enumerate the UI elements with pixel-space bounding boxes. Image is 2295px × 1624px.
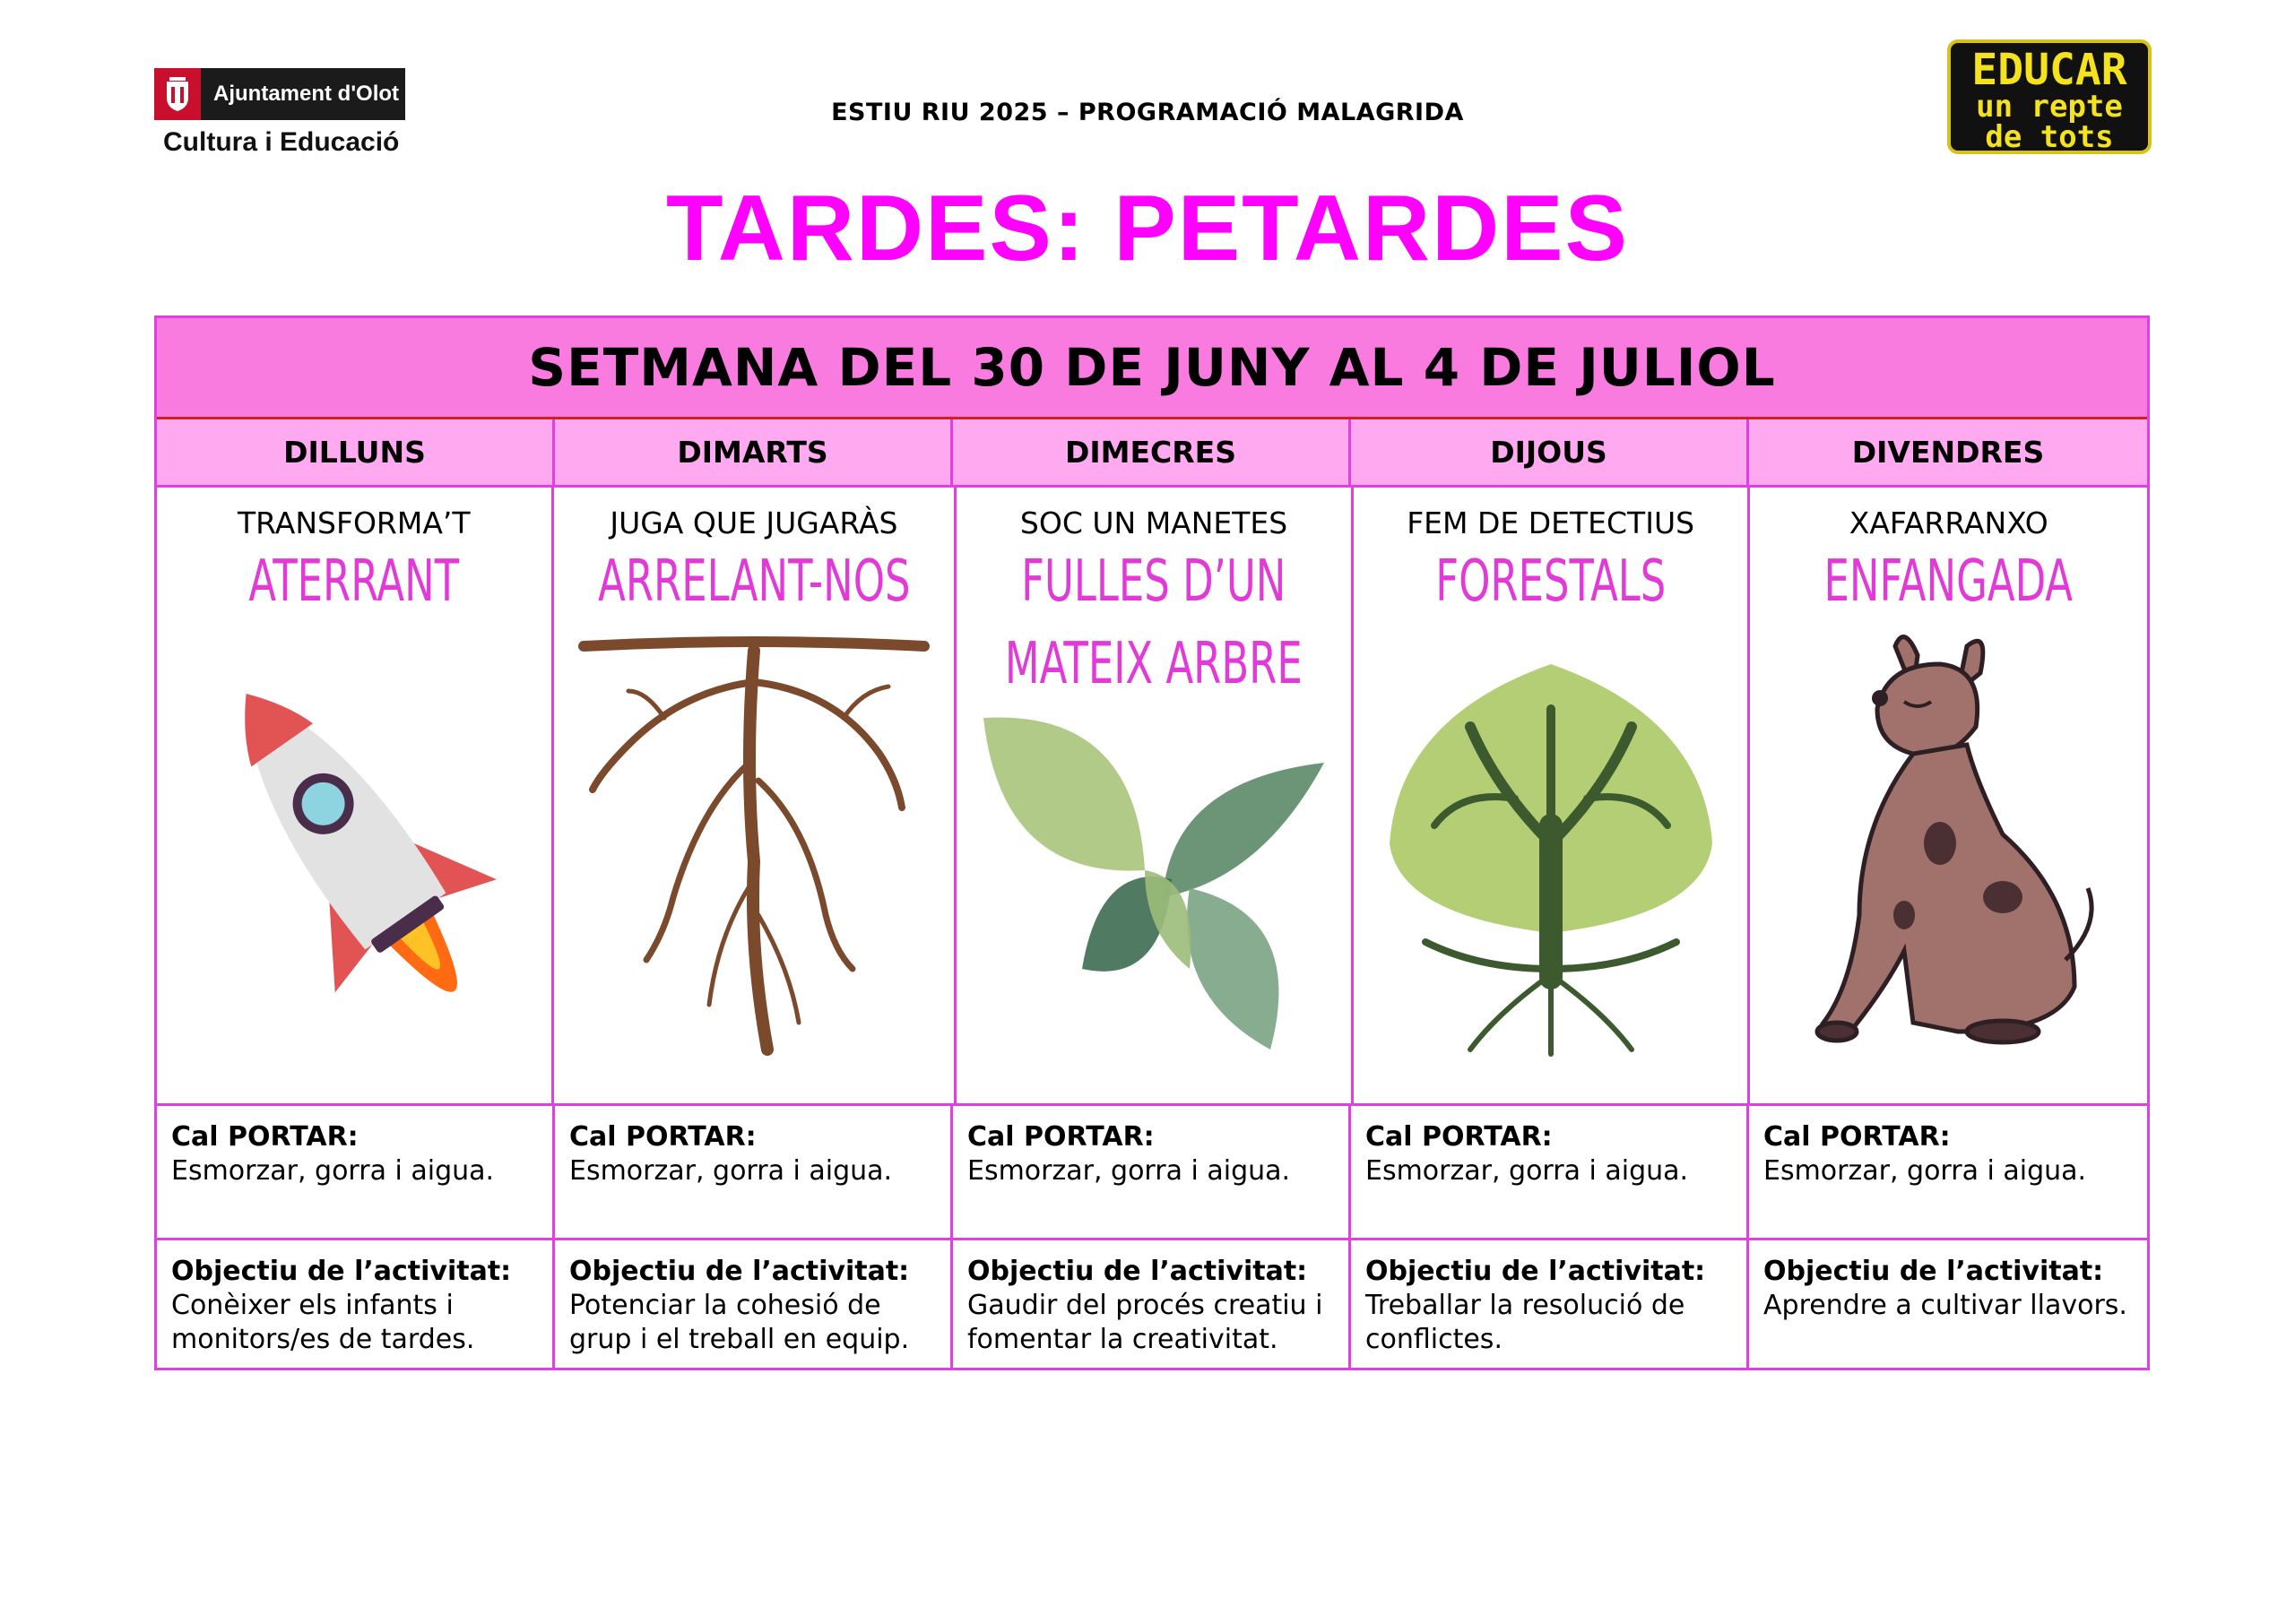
objective-label: Objectiu de l’activitat: (1763, 1256, 2104, 1287)
objective-label: Objectiu de l’activitat: (171, 1256, 512, 1287)
page-title: TARDES: PETARDES (666, 177, 1629, 281)
objective-text: Aprendre a cultivar llavors. (1763, 1290, 2127, 1321)
objective-cell (1351, 1240, 1749, 1368)
activity-title: ENFANGADA (1823, 549, 2074, 615)
objective-text: Gaudir del procés creatiu i fomentar la creativitat. (967, 1290, 1323, 1355)
activity-cell (1354, 488, 1751, 1106)
objective-label: Objectiu de l’activitat: (1365, 1256, 1706, 1287)
week-banner: SETMANA DEL 30 DE JUNY AL 4 DE JULIOL (157, 318, 2147, 419)
leaves-icon (957, 700, 1351, 1058)
activity-cell (1750, 488, 2147, 1106)
logo-line1: Ajuntament d'Olot (213, 82, 400, 106)
objective-cell (157, 1240, 555, 1368)
educar-logo-line3: de tots (1985, 119, 2114, 155)
educar-logo-line1: EDUCAR (1971, 45, 2127, 95)
bring-cell (157, 1106, 555, 1240)
activity-title: ARRELANT-NOS (597, 549, 911, 615)
tree-icon (1354, 646, 1748, 1058)
bring-cell (953, 1106, 1351, 1240)
day-header: DIVENDRES (1749, 419, 2147, 488)
objective-text: Treballar la resolució de conflictes. (1365, 1290, 1685, 1355)
activity-subtitle: FEM DE DETECTIUS (1407, 505, 1695, 540)
dog-icon (1750, 628, 2147, 1058)
logo-line2: Cultura i Educació (163, 127, 400, 157)
program-header: ESTIU RIU 2025 – PROGRAMACIÓ MALAGRIDA (831, 99, 1464, 126)
educar-logo-line2: un repte (1976, 89, 2123, 125)
bring-cell (1351, 1106, 1749, 1240)
day-header: DIJOUS (1351, 419, 1749, 488)
roots-icon (554, 628, 955, 1058)
bring-text: Esmorzar, gorra i aigua. (171, 1155, 495, 1187)
bring-label: Cal PORTAR: (171, 1121, 359, 1153)
schedule-table (154, 315, 2150, 1370)
bring-label: Cal PORTAR: (967, 1121, 1155, 1153)
bring-label: Cal PORTAR: (569, 1121, 757, 1153)
bring-label: Cal PORTAR: (1365, 1121, 1553, 1153)
bring-label: Cal PORTAR: (1763, 1121, 1951, 1153)
activity-cell (157, 488, 554, 1106)
objective-label: Objectiu de l’activitat: (569, 1256, 910, 1287)
bring-text: Esmorzar, gorra i aigua. (967, 1155, 1291, 1187)
objective-cell (953, 1240, 1351, 1368)
activity-subtitle: XAFARRANXO (1849, 505, 2048, 540)
activity-cell (957, 488, 1354, 1106)
bring-row (157, 1106, 2147, 1240)
bring-cell (555, 1106, 953, 1240)
activity-subtitle: SOC UN MANETES (1019, 505, 1288, 540)
activity-title: ATERRANT (248, 549, 460, 615)
day-header: DIMECRES (953, 419, 1351, 488)
activity-title: FORESTALS (1435, 549, 1667, 615)
objective-row (157, 1240, 2147, 1368)
educar-logo (1947, 39, 2152, 154)
day-header-row (157, 419, 2147, 488)
activity-cell (554, 488, 957, 1106)
bring-text: Esmorzar, gorra i aigua. (569, 1155, 893, 1187)
bring-text: Esmorzar, gorra i aigua. (1365, 1155, 1689, 1187)
activity-row (157, 488, 2147, 1106)
day-header: DILLUNS (157, 419, 555, 488)
day-header: DIMARTS (555, 419, 953, 488)
objective-label: Objectiu de l’activitat: (967, 1256, 1308, 1287)
activity-subtitle: JUGA QUE JUGARÀS (610, 505, 898, 540)
bring-text: Esmorzar, gorra i aigua. (1763, 1155, 2087, 1187)
objective-text: Potenciar la cohesió de grup i el treball en equip. (569, 1290, 910, 1355)
objective-cell (555, 1240, 953, 1368)
activity-subtitle: TRANSFORMA’T (238, 505, 471, 540)
bring-cell (1749, 1106, 2147, 1240)
objective-text: Conèixer els infants i monitors/es de tardes. (171, 1290, 475, 1355)
rocket-icon (157, 637, 551, 1058)
activity-title: FULLES D’UN MATEIX ARBRE (1005, 549, 1303, 697)
objective-cell (1749, 1240, 2147, 1368)
